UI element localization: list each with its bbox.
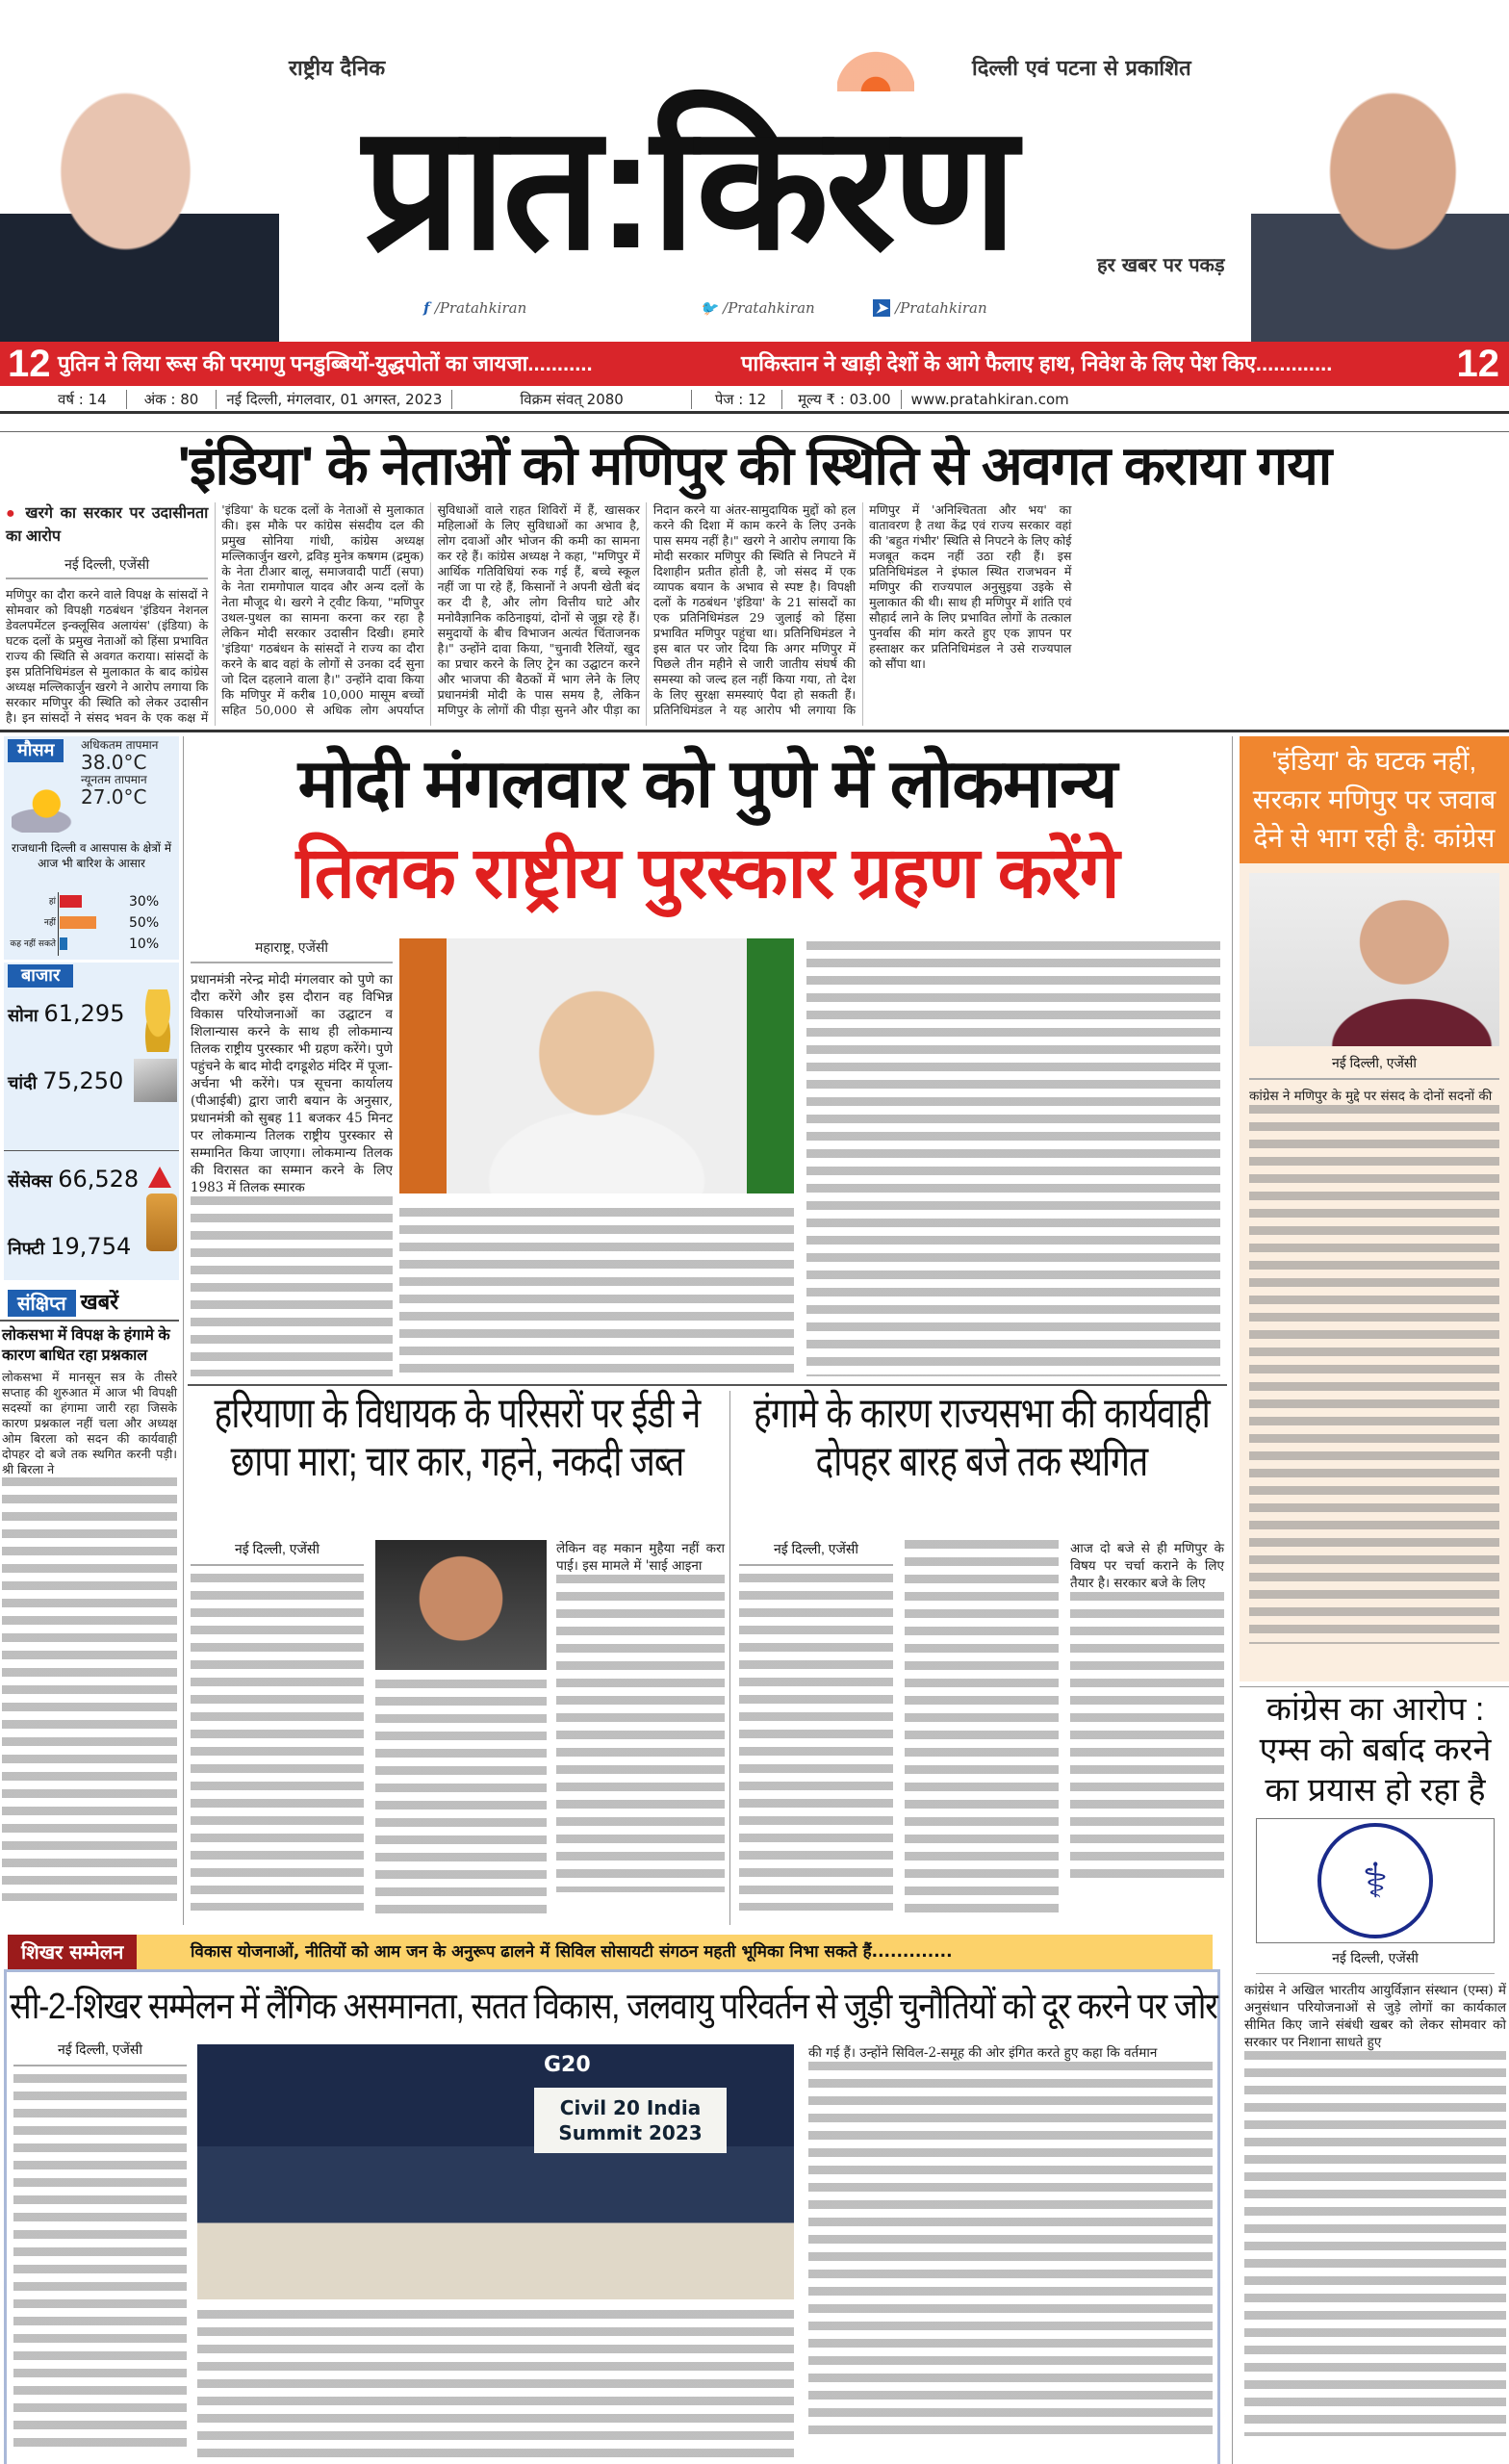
market-item-value: 19,754 <box>50 1233 132 1260</box>
poll-label: हां <box>48 897 56 907</box>
column-rule <box>729 1391 730 1925</box>
summit-body-2 <box>197 2310 794 2459</box>
aiims-logo <box>1256 1818 1495 1943</box>
ticker-page-right: 12 <box>1456 343 1499 385</box>
column-rule <box>183 736 184 1925</box>
twitter-icon: 🐦 <box>700 299 724 317</box>
rising-arrow-icon <box>148 1167 171 1188</box>
aiims-emblem-icon: ⚕ <box>1317 1823 1433 1938</box>
divider <box>0 730 1509 732</box>
side-dateline: नई दिल्ली, एजेंसी <box>1249 1054 1499 1080</box>
poll-value: 50% <box>129 915 160 931</box>
info-samvat: विक्रम संवत् 2080 <box>452 390 691 409</box>
side-column <box>1240 736 1509 1681</box>
haryana-body-3-continued <box>556 1575 725 1892</box>
poll-value: 30% <box>129 894 160 910</box>
rain-poll-chart <box>4 892 179 958</box>
slogan: हर खबर पर पकड़ <box>1097 252 1251 277</box>
info-issue: अंक : 80 <box>127 390 217 409</box>
lead-headline[interactable] <box>0 431 1509 499</box>
bullet-icon: ● <box>6 505 26 522</box>
summit-col-1 <box>13 2040 187 2450</box>
haryana-body-3: लेकिन वह मकान मुहैया नहीं करा पाई। इस मामले में 'साई आइना <box>556 1541 725 1574</box>
column-rule <box>1232 736 1233 2464</box>
weather-label: मौसम <box>8 739 64 762</box>
facebook-link[interactable]: f /Pratahkiran <box>423 299 527 317</box>
summit-strap <box>8 1935 1213 1969</box>
rajyasabha-dateline: नई दिल्ली, एजेंसी <box>739 1540 893 1566</box>
min-temp: 27.0°C <box>81 785 147 808</box>
weather-box <box>4 736 179 960</box>
poll-value: 10% <box>129 937 160 952</box>
silver-bars-icon <box>134 1059 177 1102</box>
summit-body-3-continued <box>808 2062 1213 2437</box>
summit-photo-banner: Civil 20 India Summit 2023 <box>534 2088 727 2153</box>
poll-bar <box>60 916 96 929</box>
side-body-continued <box>1249 1105 1499 1644</box>
coin-stack-icon <box>146 1194 177 1251</box>
briefs-body-continued <box>2 1477 177 1901</box>
haryana-headline[interactable] <box>192 1390 722 1486</box>
web-cursor-icon: ➤ <box>873 299 891 317</box>
market-item <box>8 1066 123 1098</box>
briefs-headline[interactable]: लोकसभा में विपक्ष के हंगामे के कारण बाधित रहा प्रश्नकाल <box>2 1327 170 1364</box>
fit-text: पुतिन ने लिया रूस की परमाणु पनडुब्बियों-युद्धपोतों का जायजा........... <box>58 351 593 375</box>
lead-body: मणिपुर का दौरा करने वाले विपक्ष के सांसदों ने सोमवार को विपक्षी गठबंधन 'इंडियन नेशनल डेवलपमेंटल इन्क्लूसिव अलायंस' (इंडिया) के घटक दलों के प्रमुख नेताओं को हिंसा प्रभावित राज्य की स्थिति से अवगत कराया। सांसदों के इस प्रतिनिधिमंडल से मुलाकात के बाद कांग्रेस अध्यक्ष मल्लिकार्जुन खरगे ने आरोप लगाया कि सरकार मणिपुर की स्थिति को लेकर उदासीन है। इन सांसदों ने संसद भवन के एक कक्ष में 'इंडिया' के घटक दलों के नेताओं से मुलाकात की। इस मौके पर कांग्रेस संसदीय दल की प्रमुख सोनिया गांधी, कांग्रेस अध्यक्ष मल्लिकार्जुन खरगे, द्रविड़ मुनेत्र कषगम (द्रमुक) के नेता टीआर बालू, समाजवादी पार्टी (सपा) के नेता रामगोपाल यादव और अन्य दलों के नेता मौजूद थे। खरगे ने ट्वीट किया, "मणिपुर उथल-पुथल का सामना करना कर रहा है लेकिन मोदी सरकार उदासीन दिखी। हमारे 'इंडिया' गठबंधन के सांसदों ने राज्य का दौरा करने के बाद वहां के लोगों से उनका दर्द सुना जो दिल दहलाने वाला है।" उन्होंने दावा किया कि मणिपुर में करीब 10,000 मासूम बच्चों सहित 50,000 से अधिक लोग अपर्याप्त सुविधाओं वाले राहत शिविरों में हैं, खासकर महिलाओं के लिए सुविधाओं का अभाव है, लोग दवाओं और भोजन की कमी का सामना कर रहे हैं। कांग्रेस अध्यक्ष ने कहा, "मणिपुर में आर्थिक गतिविधियां रुक गई हैं, बच्चे स्कूल नहीं जा पा रहे हैं, किसानों ने अपनी खेती बंद कर दी है, और लोग वित्तीय घाटे और मनोवैज्ञानिक कठिनाइयां, दोनों से जूझ रहे हैं। समुदायों के बीच विभाजन अत्यंत चिंताजनक है।" उन्होंने दावा किया, "चुनावी रैलियों, खुद का प्रचार करने के लिए ट्रेन का उद्घाटन करने और भाजपा की बैठकों में भाग लेने के लिए प्रधानमंत्री मोदी के पास समय है, लेकिन मणिपुर के लोगों की पीड़ा सुनने और पीड़ा का निदान करने या अंतर-सामुदायिक मुद्दों को हल करने की दिशा में काम करने के लिए उनके पास समय नहीं है।" खरगे ने आरोप लगाया कि मोदी सरकार मणिपुर की स्थिति से निपटने में दिशाहीन प्रतीत होती है, जो संसद में एक व्यापक बयान के अभाव से स्पष्ट है। विपक्षी दलों के गठबंधन 'इंडिया' के 21 सांसदों का एक प्रतिनिधिमंडल 29 जुलाई को हिंसा प्रभावित मणिपुर पहुंचा था। प्रतिनिधिमंडल ने इस बात पर जोर दिया कि अगर मणिपुर में पिछले तीन महीने से जारी जातीय संघर्ष की समस्या को जल्द हल नहीं किया गया, तो देश के लिए सुरक्षा समस्याएं पैदा हो सकती हैं। प्रतिनिधिमंडल ने यह आरोप भी लगाया कि मणिपुर में 'अनिश्चितता और भय' का वातावरण है तथा केंद्र एवं राज्य सरकार वहां की 'बहुत गंभीर' स्थिति से निपटने के लिए कोई मजबूत कदम नहीं उठा रही हैं। इस प्रतिनिधिमंडल ने इंफाल स्थित राजभवन में मणिपुर की राज्यपाल अनुसुइया उइके से मुलाकात की थी। साथ ही मणिपुर में शांति एवं सौहार्द लाने के लिए प्रभावित लोगों के तत्काल पुनर्वास की मांग करते हुए एक ज्ञापन पर हस्ताक्षर कर प्रतिनिधिमंडल ने उसे राज्यपाल को सौंपा था। <box>6 502 1072 725</box>
sharif-photo <box>1251 58 1509 342</box>
ticker-page-left: 12 <box>8 343 51 385</box>
twitter-link[interactable]: 🐦 /Pratahkiran <box>700 299 815 317</box>
divider <box>188 1384 1227 1386</box>
modi-body-continued <box>191 1196 393 1376</box>
rajyasabha-body-3-continued <box>1070 1592 1224 1881</box>
summit-dateline: नई दिल्ली, एजेंसी <box>13 2040 187 2066</box>
modi-body: प्रधानमंत्री नरेन्द्र मोदी मंगलवार को पुणे का दौरा करेंगे और इस दौरान वह विभिन्न विकास परियोजनाओं का उद्घाटन व शिलान्यास करने के साथ ही लोकमान्य तिलक राष्ट्रीय पुरस्कार भी ग्रहण करेंगे। पुणे पहुंचने के बाद मोदी दगडूशेठ मंदिर में पूजा-अर्चना भी करेंगे। पत्र सूचना कार्यालय (पीआईबी) द्वारा जारी बयान के अनुसार, प्रधानमंत्री को सुबह 11 बजकर 45 मिनट पर लोकमान्य तिलक राष्ट्रीय पुरस्कार से सम्मानित किया जाएगा। लोकमान्य तिलक की विरासत का सम्मान करने के लिए 1983 में तिलक स्मारक <box>191 972 393 1195</box>
market-item-value: 61,295 <box>43 1000 125 1027</box>
lead-article <box>6 502 1503 726</box>
market-item <box>8 1165 139 1196</box>
fit-text: मोदी मंगलवार को पुणे में लोकमान्य <box>297 746 1117 821</box>
market-item-value: 75,250 <box>42 1067 124 1094</box>
poll-row <box>4 892 179 911</box>
summit-body <box>13 2074 187 2450</box>
web-link[interactable]: ➤ /Pratahkiran <box>873 298 987 318</box>
modi-photo <box>399 938 794 1194</box>
briefs-section <box>0 1290 179 1925</box>
info-year: वर्ष : 14 <box>58 390 127 409</box>
market-item-name: चांदी <box>8 1073 38 1093</box>
info-website[interactable]: www.pratahkiran.com <box>910 390 1069 408</box>
aiims-article <box>1244 1982 1506 2436</box>
lead-dateline: नई दिल्ली, एजेंसी <box>6 556 208 579</box>
gold-coins-icon <box>139 989 177 1052</box>
briefs-body: लोकसभा में मानसून सत्र के तीसरे सप्ताह की शुरुआत में आज भी विपक्षी सदस्यों का हंगामा जारी रहा जिसके कारण प्रश्नकाल नहीं चला और अध्यक्ष ओम बिरला को सदन की कार्यवाही दोपहर दो बजे तक स्थगित करनी पड़ी। श्री बिरला ने <box>2 1370 177 1476</box>
modi-headline-2[interactable] <box>192 830 1222 916</box>
fit-text: तिलक राष्ट्रीय पुरस्कार ग्रहण करेंगे <box>295 833 1119 912</box>
min-temp-label: न्यूनतम तापमान <box>81 773 147 786</box>
ticker-left-link[interactable] <box>58 342 722 386</box>
rajyasabha-body-2 <box>905 1540 1059 1915</box>
summit-body-3: की गई हैं। उन्होंने सिविल-2-समूह की ओर इंगित करते हुए कहा कि वर्तमान <box>808 2045 1158 2061</box>
summit-tag: शिखर सम्मेलन <box>8 1935 137 1969</box>
mla-photo <box>375 1540 547 1670</box>
jairam-ramesh-photo <box>1249 873 1499 1046</box>
haryana-body-2 <box>375 1680 547 1920</box>
info-bar <box>0 387 1509 414</box>
ticker-right-link[interactable] <box>741 342 1444 386</box>
fit-text: प्रात:किरण <box>362 91 1014 285</box>
side-box <box>1240 863 1509 1681</box>
haryana-body <box>191 1574 364 1911</box>
condensed-text: हरियाणा के विधायक के परिसरों पर ईडी ने छापा मारा; चार कार, गहने, नकदी जब्त <box>214 1390 701 1485</box>
rain-poll-question: राजधानी दिल्ली व आसपास के क्षेत्रों में आज भी बारिश के आसार <box>11 841 171 870</box>
market-box <box>4 962 179 1280</box>
tagline-right: दिल्ली एवं पटना से प्रकाशित <box>972 57 1191 81</box>
lead-kicker: ● खरगे का सरकार पर उदासीनता का आरोप <box>6 505 209 545</box>
market-item-name: निफ्टी <box>8 1239 45 1259</box>
poll-row <box>4 913 179 933</box>
market-item <box>8 999 124 1031</box>
max-temp-label: अधिकतम तापमान <box>81 738 159 752</box>
rajyasabha-article <box>739 1540 1225 1925</box>
fit-text: विकास योजनाओं, नीतियों को आम जन के अनुरूप ढालने में सिविल सोसायटी संगठन महती भूमिका निभा सकते हैं............. <box>191 1942 953 1962</box>
info-date: नई दिल्ली, मंगलवार, 01 अगस्त, 2023 <box>217 390 452 409</box>
modi-headline-1[interactable] <box>192 743 1222 824</box>
aiims-dateline: नई दिल्ली, एजेंसी <box>1256 1949 1495 1974</box>
aiims-headline[interactable]: कांग्रेस का आरोप : एम्स को बर्बाद करने का प्रयास हो रहा है <box>1259 1691 1492 1809</box>
briefs-label: संक्षिप्त <box>8 1290 76 1317</box>
summit-col-4 <box>808 2044 1213 2437</box>
fit-text: 'इंडिया' के नेताओं को मणिपुर की स्थिति से अवगत कराया गया <box>177 435 1332 496</box>
info-pages: पेज : 12 <box>692 390 782 409</box>
market-item-name: सेंसेक्स <box>8 1171 53 1192</box>
putin-photo <box>0 58 279 342</box>
poll-axis <box>58 892 59 956</box>
aiims-body-continued <box>1244 2051 1506 2436</box>
rajyasabha-body <box>739 1574 893 1911</box>
modi-col-1 <box>191 938 393 1376</box>
sun-cloud-icon <box>12 784 75 833</box>
poll-bar <box>60 937 67 950</box>
side-body: कांग्रेस ने मणिपुर के मुद्दे पर संसद के दोनों सदनों की <box>1249 1089 1493 1104</box>
briefs-label-2: खबरें <box>80 1291 119 1315</box>
modi-col-4-6 <box>806 941 1220 1376</box>
market-item <box>8 1232 131 1264</box>
poll-bar <box>60 895 82 908</box>
modi-dateline: महाराष्ट्र, एजेंसी <box>191 938 393 963</box>
market-item-value: 66,528 <box>58 1166 140 1193</box>
haryana-article <box>191 1540 725 1925</box>
aiims-column <box>1241 1689 1509 2464</box>
summit-photo <box>197 2044 794 2299</box>
haryana-dateline: नई दिल्ली, एजेंसी <box>191 1540 364 1566</box>
modi-col-2-3 <box>399 1208 794 1376</box>
g20-logo-icon: G20 <box>544 2053 591 2077</box>
fit-text: सी-2-शिखर सम्मेलन में लैंगिक असमानता, सतत विकास, जलवायु परिवर्तन से जुड़ी चुनौतियों को दूर करने पर जोर <box>10 1987 1217 2027</box>
condensed-text: हंगामे के कारण राज्यसभा की कार्यवाही दोपहर बारह बजे तक स्थगित <box>754 1390 1210 1485</box>
max-temp: 38.0°C <box>81 751 147 774</box>
rajyasabha-headline[interactable] <box>741 1390 1222 1486</box>
rajyasabha-body-3: आज दो बजे से ही मणिपुर के विषय पर चर्चा कराने के लिए तैयार है। सरकार बजे के लिए <box>1070 1541 1224 1591</box>
sun-logo-icon <box>837 38 914 91</box>
fit-text: पाकिस्तान ने खाड़ी देशों के आगे फैलाए हाथ, निवेश के लिए पेश किए............. <box>741 351 1333 375</box>
summit-headline[interactable] <box>10 1981 1217 2033</box>
aiims-body: कांग्रेस ने अखिल भारतीय आयुर्विज्ञान संस्थान (एम्स) में अनुसंधान परियोजनाओं से जुड़े लोगों का कार्यकाल सीमित किए जाने संबंधी खबर को लेकर सोमवार को सरकार पर निशाना साधते हुए <box>1244 1983 1506 2050</box>
poll-label: कह नहीं सकते <box>10 939 56 949</box>
facebook-icon: f <box>423 299 435 317</box>
side-headline[interactable]: 'इंडिया' के घटक नहीं, सरकार मणिपुर पर जवाब देने से भाग रही है: कांग्रेस <box>1240 736 1509 863</box>
summit-strap-text[interactable] <box>191 1935 1206 1969</box>
social-links <box>423 298 987 318</box>
ticker-bar <box>0 342 1509 386</box>
divider <box>4 1150 179 1151</box>
tagline-left: राष्ट्रीय दैनिक <box>289 57 386 81</box>
market-item-name: सोना <box>8 1006 38 1026</box>
divider <box>1240 1686 1509 1687</box>
info-price: मूल्य ₹ : 03.00 <box>782 390 901 409</box>
newspaper-title <box>289 92 1087 285</box>
poll-row <box>4 935 179 954</box>
market-label: बाजार <box>8 964 73 988</box>
poll-label: नहीं <box>43 918 56 928</box>
